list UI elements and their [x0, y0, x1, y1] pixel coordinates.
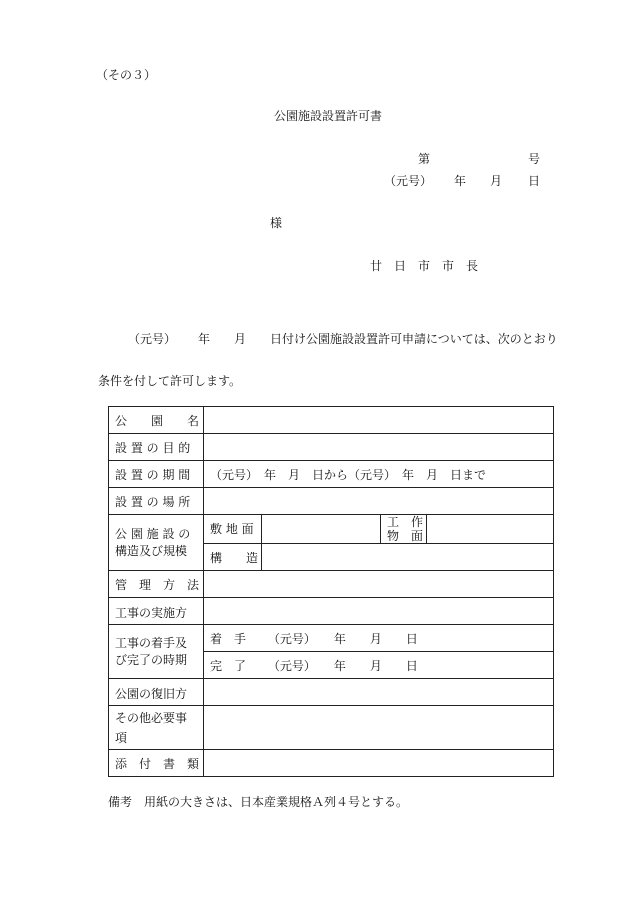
structure-sub-label: 構 造 [204, 544, 262, 571]
location-value[interactable] [204, 488, 554, 515]
number-go: 号 [528, 152, 541, 166]
number-dai: 第 [418, 152, 431, 166]
row-period [109, 461, 554, 488]
management-value[interactable] [204, 571, 554, 598]
body-month: 月 [234, 332, 247, 346]
header-note: （その３） [96, 68, 157, 82]
period-label: 設 置 の 期 間 [109, 461, 204, 488]
remarks: 備考 用紙の大きさは、日本産業規格Ａ列４号とする。 [108, 795, 409, 809]
finish-label: 完 了 [210, 658, 247, 673]
attachments-label: 添 付 書 類 [109, 750, 204, 777]
structure-label-line2: 構造及び規模 [115, 543, 188, 558]
other-label-line2: 項 [115, 730, 128, 745]
row-restore [109, 679, 554, 706]
works-area-line2: 物 面 [387, 529, 424, 543]
other-label [109, 706, 204, 750]
restore-text: 公園の復旧方 [115, 687, 188, 699]
date-month: 月 [490, 174, 503, 188]
issuer: 廿 日 市 市 長 [370, 259, 479, 273]
purpose-value[interactable] [204, 434, 554, 461]
body-text-line1: 日付け公園施設設置許可申請については、次のとおり [270, 332, 558, 346]
site-area-label [204, 515, 262, 544]
purpose-label: 設 置 の 目 的 [109, 434, 204, 461]
body-era: （元号） [128, 332, 177, 346]
works-area-value[interactable] [427, 515, 554, 544]
row-management [109, 571, 554, 598]
row-attachments [109, 750, 554, 777]
document-title: 公園施設設置許可書 [274, 109, 383, 123]
location-label: 設 置 の 場 所 [109, 488, 204, 515]
start-value: （元号） 年 月 日 [267, 631, 418, 646]
period-value[interactable]: （元号） 年 月 日から（元号） 年 月 日まで [204, 461, 554, 488]
management-label: 管 理 方 法 [109, 571, 204, 598]
date-day: 日 [528, 174, 541, 188]
works-area-line1: 工 作 [387, 515, 424, 529]
restore-value[interactable] [204, 679, 554, 706]
start-label: 着 手 [210, 631, 247, 646]
row-method [109, 598, 554, 625]
site-area-text: 敷 地 面 [210, 522, 254, 536]
date-era: （元号） [384, 174, 433, 188]
method-text: 工事の実施方 [115, 606, 188, 618]
body-text-line2: 条件を付して許可します。 [98, 374, 242, 388]
permit-table [108, 406, 554, 777]
finish-value: （元号） 年 月 日 [267, 658, 418, 673]
structure-value[interactable] [262, 544, 554, 571]
method-label [109, 598, 204, 625]
row-structure-1 [109, 515, 554, 544]
timing-label [109, 625, 204, 679]
attachments-value[interactable] [204, 750, 554, 777]
start-cell[interactable] [204, 625, 554, 652]
other-label-line1: その他必要事 [115, 710, 188, 725]
date-year: 年 [454, 174, 467, 188]
row-park-name [109, 407, 554, 434]
structure-label-line1: 公 園 施 設 の [115, 526, 191, 541]
timing-label-line2: び完了の時期 [115, 652, 188, 667]
park-name-value[interactable] [204, 407, 554, 434]
body-year: 年 [198, 332, 211, 346]
row-location [109, 488, 554, 515]
works-area-label [381, 515, 427, 544]
row-other [109, 706, 554, 750]
addressee-sama: 様 [270, 216, 283, 230]
row-purpose [109, 434, 554, 461]
structure-label [109, 515, 204, 571]
timing-label-line1: 工事の着手及 [115, 635, 188, 650]
method-value[interactable] [204, 598, 554, 625]
park-name-label: 公 園 名 [109, 407, 204, 434]
finish-cell[interactable] [204, 652, 554, 679]
row-timing-1 [109, 625, 554, 652]
restore-label [109, 679, 204, 706]
other-value[interactable] [204, 706, 554, 750]
site-area-value[interactable] [262, 515, 381, 544]
